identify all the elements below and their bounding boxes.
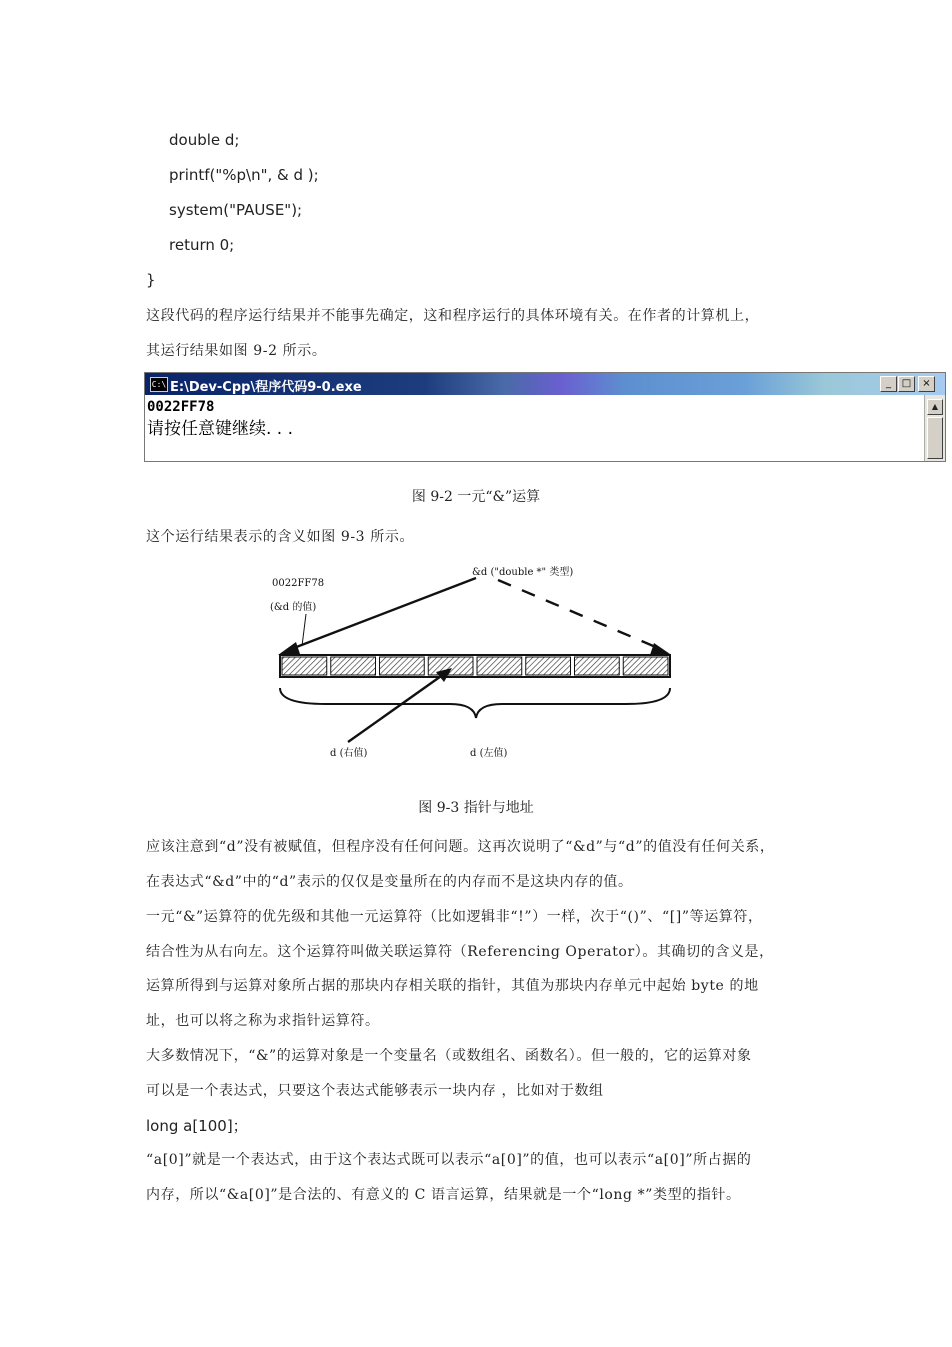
console-icon: C:\ xyxy=(150,377,168,392)
close-button[interactable]: × xyxy=(918,376,935,392)
paragraph-line: 其运行结果如图 9-2 所示。 xyxy=(146,343,327,359)
paragraph-line: 大多数情况下，“&”的运算对象是一个变量名（或数组名、函数名）。但一般的，它的运算对象 xyxy=(146,1048,752,1064)
paragraph-line: 在表达式“&d”中的“d”表示的仅仅是变量所在的内存而不是这块内存的值。 xyxy=(146,874,633,890)
console-titlebar xyxy=(145,373,945,395)
arrow-head-icon xyxy=(278,642,300,655)
scroll-thumb[interactable] xyxy=(927,417,943,459)
paragraph-line: 址，也可以将之称为求指针运算符。 xyxy=(146,1013,380,1029)
maximize-button[interactable]: □ xyxy=(898,376,915,392)
rvalue-arrow xyxy=(348,674,444,742)
minimize-button[interactable]: _ xyxy=(880,376,897,392)
address-note: (&d 的值) xyxy=(270,602,317,613)
code-line: system("PAUSE"); xyxy=(169,201,303,219)
rvalue-label: d (右值) xyxy=(330,748,368,759)
paragraph-line: 这个运行结果表示的含义如图 9-3 所示。 xyxy=(146,529,415,545)
memory-cell xyxy=(526,657,571,675)
pointer-address-diagram xyxy=(266,556,686,768)
code-line: return 0; xyxy=(169,236,235,254)
paragraph-line: 应该注意到“d”没有被赋值，但程序没有任何问题。这再次说明了“&d”与“d”的值没有任何关系， xyxy=(146,839,775,855)
console-output-address: 0022FF78 xyxy=(147,399,215,415)
lvalue-label: d (左值) xyxy=(470,748,508,759)
code-line: printf("%p\n", & d ); xyxy=(169,166,319,184)
console-scrollbar[interactable] xyxy=(924,395,945,461)
figure-caption: 图 9-2 一元“&”运算 xyxy=(411,489,541,505)
memory-cell xyxy=(380,657,425,675)
figure-caption: 图 9-3 指针与地址 xyxy=(418,800,534,816)
paragraph-line: 这段代码的程序运行结果并不能事先确定，这和程序运行的具体环境有关。在作者的计算机上， xyxy=(146,308,760,324)
memory-cells xyxy=(280,655,670,677)
paragraph-line: 可以是一个表达式，只要这个表达式能够表示一块内存 ，比如对于数组 xyxy=(146,1083,604,1099)
memory-cell xyxy=(623,657,668,675)
address-pointer-line xyxy=(302,614,306,646)
code-inline-line: long a[100]； xyxy=(146,1117,248,1135)
code-line: double d; xyxy=(169,131,240,149)
console-output xyxy=(145,395,925,461)
paragraph-line: 内存，所以“&a[0]”是合法的、有意义的 C 语言运算，结果就是一个“long *”类型的指针。 xyxy=(146,1187,741,1203)
console-title: E:\Dev-Cpp\程序代码9-0.exe xyxy=(170,380,362,395)
memory-cell xyxy=(428,657,473,675)
paragraph-line: 一元“&”运算符的优先级和其他一元运算符（比如逻辑非“!”）一样，次于“()”、“[]”等运算符， xyxy=(146,909,763,925)
memory-cell xyxy=(477,657,522,675)
memory-cell xyxy=(331,657,376,675)
address-label: 0022FF78 xyxy=(272,578,325,589)
paragraph-line: 结合性为从右向左。这个运算符叫做关联运算符（Referencing Operator）。其确切的含义是， xyxy=(146,944,774,960)
memory-cell xyxy=(282,657,327,675)
console-output-pause: 请按任意键继续. . . xyxy=(147,419,294,439)
console-window xyxy=(144,372,946,462)
code-closing-brace: } xyxy=(146,271,156,289)
dashed-pointer-arrow xyxy=(498,580,658,648)
paragraph-line: 运算所得到与运算对象所占据的那块内存相关联的指针，其值为那块内存单元中起始 byte 的地 xyxy=(146,978,759,994)
brace xyxy=(280,688,670,718)
memory-cell xyxy=(575,657,620,675)
paragraph-line: “a[0]”就是一个表达式，由于这个表达式既可以表示“a[0]”的值，也可以表示“a[0]”所占据的 xyxy=(146,1152,752,1168)
pointer-type-label: &d ("double *" 类型) xyxy=(472,567,574,578)
scroll-up-arrow-icon[interactable]: ▲ xyxy=(927,399,943,415)
